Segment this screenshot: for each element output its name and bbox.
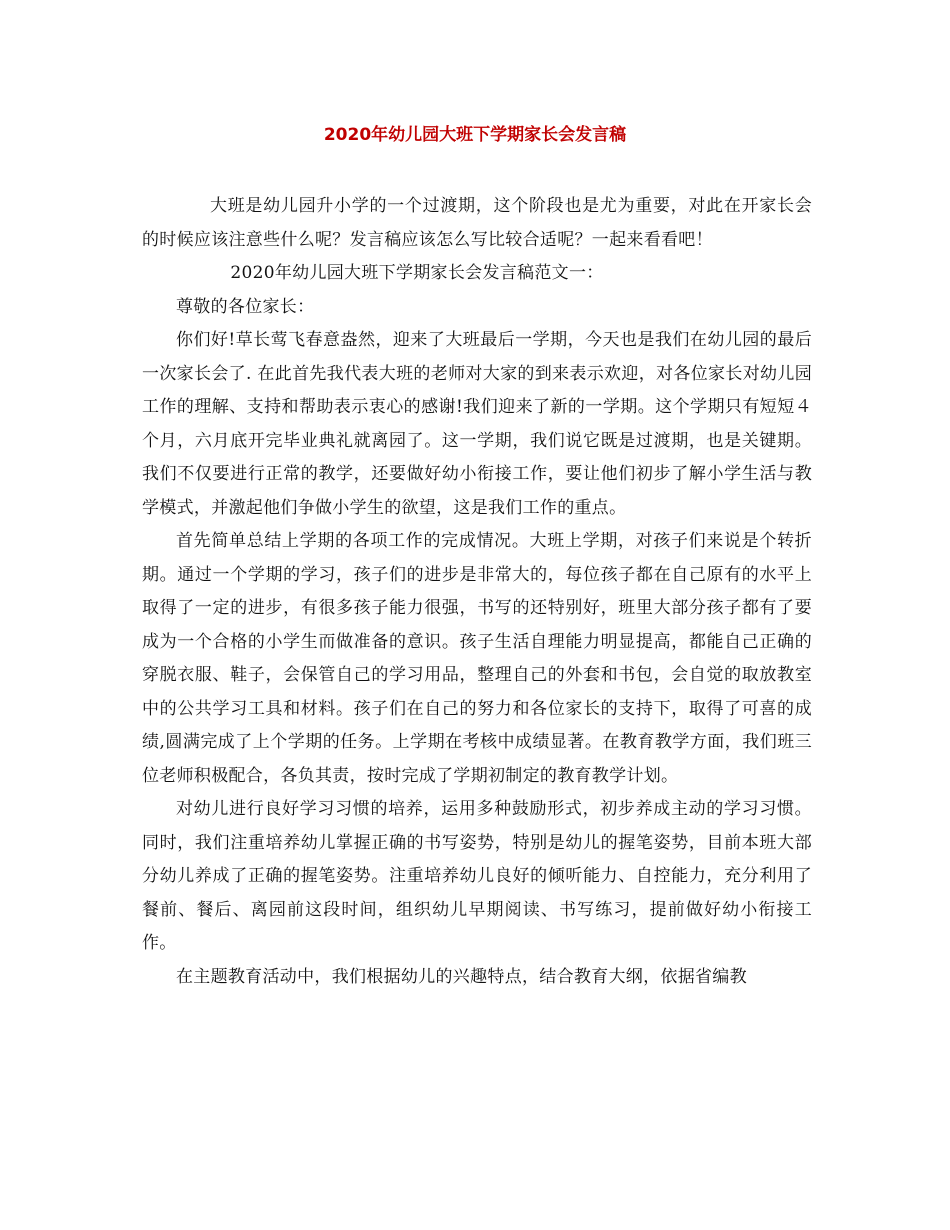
sample-heading: 2020年幼儿园大班下学期家长会发言稿范文一：: [230, 263, 604, 283]
intro-paragraph: 大班是幼儿园升小学的一个过渡期，这个阶段也是尤为重要，对此在开家长会的时候应该注意些什么呢？发言稿应该怎么写比较合适呢？一起来看看吧！: [142, 196, 812, 250]
body-paragraph: 对幼儿进行良好学习习惯的培养，运用多种鼓励形式，初步养成主动的学习习惯。同时，我们注重培养幼儿掌握正确的书写姿势，特别是幼儿的握笔姿势，目前本班大部分幼儿养成了正确的握笔姿势。注重培养幼儿良好的倾听能力、自控能力，充分利用了餐前、餐后、离园前这段时间，组织幼儿早期阅读、书写练习，提前做好幼小衔接工作。: [142, 799, 812, 953]
body-paragraph: 首先简单总结上学期的各项工作的完成情况。大班上学期，对孩子们来说是个转折期。通过一个学期的学习，孩子们的进步是非常大的，每位孩子都在自己原有的水平上取得了一定的进步，有很多孩子能力很强，书写的还特别好，班里大部分孩子都有了要成为一个合格的小学生而做准备的意识。孩子生活自理能力明显提高，都能自己正确的穿脱衣服、鞋子，会保管自己的学习用品，整理自己的外套和书包，会自觉的取放教室中的公共学习工具和材料。孩子们在自己的努力和各位家长的支持下，取得了可喜的成绩,圆满完成了上个学期的任务。上学期在考核中成绩显著。在教育教学方面，我们班三位老师积极配合，各负其责，按时完成了学期初制定的教育教学计划。: [142, 531, 812, 786]
body-paragraph: 你们好!草长莺飞春意盎然，迎来了大班最后一学期，今天也是我们在幼儿园的最后一次家长会了. 在此首先我代表大班的老师对大家的到来表示欢迎，对各位家长对幼儿园工作的理解、支持和帮助表示衷心的感谢!我们迎来了新的一学期。这个学期只有短短４个月，六月底开完毕业典礼就离园了。这一学期，我们说它既是过渡期，也是关键期。我们不仅要进行正常的教学，还要做好幼小衔接工作，要让他们初步了解小学生活与教学模式，并激起他们争做小学生的欲望，这是我们工作的重点。: [142, 330, 812, 518]
document-title: 2020年幼儿园大班下学期家长会发言稿: [323, 125, 627, 145]
document-body: [142, 190, 812, 994]
salutation: 尊敬的各位家长：: [176, 296, 315, 317]
body-paragraph: 在主题教育活动中，我们根据幼儿的兴趣特点，结合教育大纲，依据省编教: [176, 966, 747, 987]
